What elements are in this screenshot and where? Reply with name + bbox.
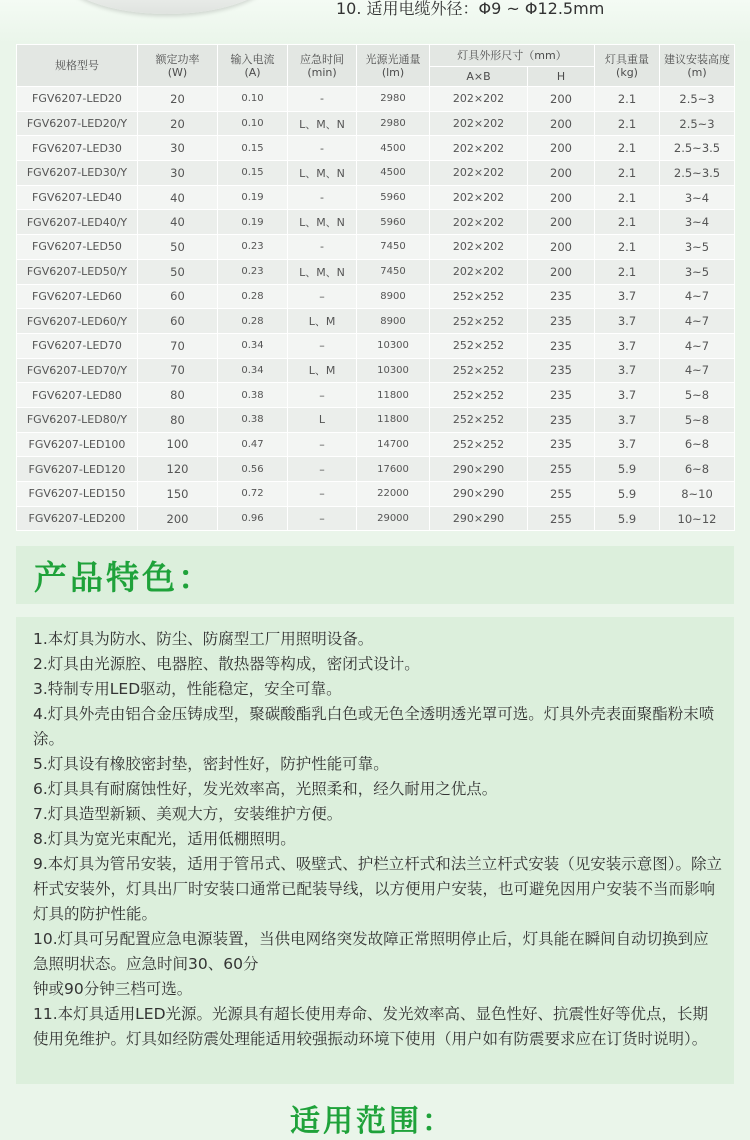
cell-current: 0.56 xyxy=(218,457,288,482)
feature-item: 5.灯具设有橡胶密封垫，密封性好，防护性能可靠。 xyxy=(33,755,389,773)
cell-weight: 3.7 xyxy=(595,383,660,408)
cell-size-h: 235 xyxy=(528,383,595,408)
cell-emergency: – xyxy=(288,457,357,482)
cell-current: 0.34 xyxy=(218,358,288,383)
cell-model: FGV6207-LED80 xyxy=(17,383,138,408)
cell-power: 40 xyxy=(138,185,218,210)
table-row xyxy=(17,506,735,531)
cell-emergency: L、M、N xyxy=(288,210,357,235)
cell-size-h: 200 xyxy=(528,161,595,186)
cell-height: 8~10 xyxy=(660,482,735,507)
cell-power: 100 xyxy=(138,432,218,457)
cell-power: 80 xyxy=(138,383,218,408)
header-current: 输入电流 (A) xyxy=(218,45,288,87)
cell-weight: 5.9 xyxy=(595,482,660,507)
cell-model: FGV6207-LED20 xyxy=(17,87,138,112)
table-row xyxy=(17,136,735,161)
cell-size-axb: 202×202 xyxy=(430,136,528,161)
table-row xyxy=(17,309,735,334)
table-row xyxy=(17,161,735,186)
feature-item: 8.灯具为宽光束配光，适用低棚照明。 xyxy=(33,830,296,848)
header-height: 建议安装高度 (m) xyxy=(660,45,735,87)
cell-size-h: 255 xyxy=(528,506,595,531)
cell-lumen: 29000 xyxy=(357,506,430,531)
cell-height: 6~8 xyxy=(660,432,735,457)
features-heading: 产品特色： xyxy=(34,558,214,597)
header-weight: 灯具重量 (kg) xyxy=(595,45,660,87)
spec-table xyxy=(16,44,735,531)
feature-item: 10.灯具可另配置应急电源装置，当供电网络突发故障正常照明停止后，灯具能在瞬间自动切换到应急照明状态。应急时间30、60分 xyxy=(33,930,709,973)
cell-height: 2.5~3.5 xyxy=(660,161,735,186)
cell-size-axb: 290×290 xyxy=(430,482,528,507)
cell-lumen: 2980 xyxy=(357,111,430,136)
cell-model: FGV6207-LED150 xyxy=(17,482,138,507)
header-size-axb: A×B xyxy=(430,67,528,87)
cell-power: 70 xyxy=(138,358,218,383)
cell-weight: 3.7 xyxy=(595,333,660,358)
table-row xyxy=(17,185,735,210)
cell-lumen: 10300 xyxy=(357,333,430,358)
cell-size-h: 235 xyxy=(528,309,595,334)
cell-emergency: - xyxy=(288,235,357,260)
cell-size-h: 235 xyxy=(528,407,595,432)
cell-height: 4~7 xyxy=(660,333,735,358)
cell-power: 50 xyxy=(138,235,218,260)
cell-power: 30 xyxy=(138,161,218,186)
cell-model: FGV6207-LED60/Y xyxy=(17,309,138,334)
cell-size-h: 200 xyxy=(528,136,595,161)
cell-size-axb: 252×252 xyxy=(430,309,528,334)
cell-power: 60 xyxy=(138,284,218,309)
cell-model: FGV6207-LED80/Y xyxy=(17,407,138,432)
cell-emergency: - xyxy=(288,136,357,161)
top-strip xyxy=(0,0,750,44)
cell-emergency: L、M xyxy=(288,358,357,383)
cell-size-axb: 202×202 xyxy=(430,161,528,186)
cell-size-axb: 290×290 xyxy=(430,506,528,531)
feature-item: 2.灯具由光源腔、电器腔、散热器等构成，密闭式设计。 xyxy=(33,655,420,673)
cell-emergency: – xyxy=(288,482,357,507)
cell-power: 40 xyxy=(138,210,218,235)
cell-current: 0.47 xyxy=(218,432,288,457)
cell-emergency: L、M、N xyxy=(288,111,357,136)
cell-current: 0.19 xyxy=(218,210,288,235)
table-row xyxy=(17,432,735,457)
header-lumen: 光源光通量 (lm) xyxy=(357,45,430,87)
cell-power: 200 xyxy=(138,506,218,531)
cell-size-axb: 252×252 xyxy=(430,358,528,383)
cell-current: 0.38 xyxy=(218,383,288,408)
cell-model: FGV6207-LED50/Y xyxy=(17,259,138,284)
cell-model: FGV6207-LED100 xyxy=(17,432,138,457)
feature-item: 3.特制专用LED驱动，性能稳定，安全可靠。 xyxy=(33,680,342,698)
cell-model: FGV6207-LED50 xyxy=(17,235,138,260)
cell-model: FGV6207-LED70/Y xyxy=(17,358,138,383)
cell-weight: 3.7 xyxy=(595,284,660,309)
cell-weight: 2.1 xyxy=(595,235,660,260)
table-row xyxy=(17,284,735,309)
cell-emergency: L xyxy=(288,407,357,432)
cell-emergency: – xyxy=(288,506,357,531)
cell-power: 20 xyxy=(138,87,218,112)
cell-height: 3~5 xyxy=(660,259,735,284)
cell-emergency: L、M、N xyxy=(288,259,357,284)
feature-item: 7.灯具造型新颖、美观大方，安装维护方便。 xyxy=(33,805,343,823)
cell-emergency: – xyxy=(288,333,357,358)
cell-power: 80 xyxy=(138,407,218,432)
cell-power: 150 xyxy=(138,482,218,507)
cell-height: 3~4 xyxy=(660,210,735,235)
feature-list xyxy=(33,627,723,1052)
cell-size-h: 200 xyxy=(528,87,595,112)
cell-current: 0.34 xyxy=(218,333,288,358)
cell-height: 5~8 xyxy=(660,383,735,408)
cell-size-h: 235 xyxy=(528,358,595,383)
cell-size-axb: 202×202 xyxy=(430,259,528,284)
table-row xyxy=(17,482,735,507)
cable-spec-text: 10. 适用电缆外径：Φ9 ~ Φ12.5mm xyxy=(336,0,605,18)
cell-height: 3~5 xyxy=(660,235,735,260)
cell-current: 0.28 xyxy=(218,309,288,334)
cell-weight: 2.1 xyxy=(595,87,660,112)
cell-weight: 2.1 xyxy=(595,111,660,136)
cell-size-axb: 202×202 xyxy=(430,185,528,210)
cell-weight: 2.1 xyxy=(595,185,660,210)
cell-model: FGV6207-LED40/Y xyxy=(17,210,138,235)
cell-weight: 2.1 xyxy=(595,210,660,235)
table-row xyxy=(17,333,735,358)
cell-model: FGV6207-LED200 xyxy=(17,506,138,531)
cell-height: 2.5~3 xyxy=(660,87,735,112)
cell-model: FGV6207-LED60 xyxy=(17,284,138,309)
cell-weight: 5.9 xyxy=(595,457,660,482)
cell-lumen: 4500 xyxy=(357,161,430,186)
cell-lumen: 17600 xyxy=(357,457,430,482)
cell-current: 0.96 xyxy=(218,506,288,531)
cell-current: 0.15 xyxy=(218,136,288,161)
cell-current: 0.10 xyxy=(218,111,288,136)
cell-height: 6~8 xyxy=(660,457,735,482)
feature-item: 6.灯具具有耐腐蚀性好，发光效率高，光照柔和，经久耐用之优点。 xyxy=(33,780,498,798)
cell-model: FGV6207-LED20/Y xyxy=(17,111,138,136)
cell-size-axb: 252×252 xyxy=(430,383,528,408)
cell-height: 4~7 xyxy=(660,284,735,309)
cell-emergency: - xyxy=(288,185,357,210)
header-model: 规格型号 xyxy=(17,45,138,87)
cell-model: FGV6207-LED30/Y xyxy=(17,161,138,186)
cell-size-axb: 252×252 xyxy=(430,432,528,457)
cell-current: 0.23 xyxy=(218,235,288,260)
cell-power: 20 xyxy=(138,111,218,136)
application-heading: 适用范围： xyxy=(290,1104,455,1139)
cell-lumen: 14700 xyxy=(357,432,430,457)
table-row xyxy=(17,407,735,432)
feature-item: 1.本灯具为防水、防尘、防腐型工厂用照明设备。 xyxy=(33,630,374,648)
cell-emergency: – xyxy=(288,284,357,309)
header-emergency: 应急时间 (min) xyxy=(288,45,357,87)
table-row xyxy=(17,358,735,383)
cell-size-h: 200 xyxy=(528,210,595,235)
cell-lumen: 8900 xyxy=(357,309,430,334)
cell-lumen: 22000 xyxy=(357,482,430,507)
cell-size-axb: 202×202 xyxy=(430,235,528,260)
cell-weight: 2.1 xyxy=(595,136,660,161)
cell-size-h: 235 xyxy=(528,432,595,457)
cell-emergency: L、M、N xyxy=(288,161,357,186)
feature-item: 钟或90分钟三档可选。 xyxy=(33,980,193,998)
cell-size-h: 200 xyxy=(528,259,595,284)
cell-power: 50 xyxy=(138,259,218,284)
header-size-h: H xyxy=(528,67,595,87)
cell-power: 30 xyxy=(138,136,218,161)
feature-item: 4.灯具外壳由铝合金压铸成型，聚碳酸酯乳白色或无色全透明透光罩可选。灯具外壳表面聚酯粉末喷涂。 xyxy=(33,705,715,748)
cell-weight: 3.7 xyxy=(595,432,660,457)
cell-lumen: 5960 xyxy=(357,210,430,235)
cell-power: 70 xyxy=(138,333,218,358)
table-row xyxy=(17,210,735,235)
cell-lumen: 2980 xyxy=(357,87,430,112)
cell-size-h: 235 xyxy=(528,284,595,309)
cell-size-axb: 252×252 xyxy=(430,407,528,432)
header-size: 灯具外形尺寸（mm） xyxy=(430,45,595,67)
cell-emergency: – xyxy=(288,432,357,457)
lamp-image xyxy=(62,0,272,14)
cell-height: 2.5~3 xyxy=(660,111,735,136)
cell-size-axb: 202×202 xyxy=(430,210,528,235)
table-row xyxy=(17,259,735,284)
cell-emergency: L、M xyxy=(288,309,357,334)
cell-height: 2.5~3.5 xyxy=(660,136,735,161)
cell-power: 120 xyxy=(138,457,218,482)
cell-size-h: 200 xyxy=(528,185,595,210)
table-row xyxy=(17,235,735,260)
cell-model: FGV6207-LED40 xyxy=(17,185,138,210)
cell-weight: 3.7 xyxy=(595,309,660,334)
cell-weight: 2.1 xyxy=(595,161,660,186)
cell-lumen: 5960 xyxy=(357,185,430,210)
cell-height: 10~12 xyxy=(660,506,735,531)
cell-size-axb: 252×252 xyxy=(430,284,528,309)
cell-size-h: 235 xyxy=(528,333,595,358)
cell-current: 0.23 xyxy=(218,259,288,284)
cell-lumen: 11800 xyxy=(357,407,430,432)
cell-current: 0.10 xyxy=(218,87,288,112)
cell-size-axb: 202×202 xyxy=(430,111,528,136)
cell-lumen: 8900 xyxy=(357,284,430,309)
cell-weight: 5.9 xyxy=(595,506,660,531)
cell-current: 0.38 xyxy=(218,407,288,432)
cell-lumen: 10300 xyxy=(357,358,430,383)
cell-size-axb: 252×252 xyxy=(430,333,528,358)
feature-item: 11.本灯具适用LED光源。光源具有超长使用寿命、发光效率高、显色性好、抗震性好等优点，长期使用免维护。灯具如经防震处理能适用较强振动环境下使用（用户如有防震要求应在订货时说明）。 xyxy=(33,1005,709,1048)
cell-current: 0.72 xyxy=(218,482,288,507)
cell-emergency: - xyxy=(288,87,357,112)
cell-height: 4~7 xyxy=(660,309,735,334)
cell-lumen: 7450 xyxy=(357,235,430,260)
cell-lumen: 11800 xyxy=(357,383,430,408)
cell-size-h: 255 xyxy=(528,457,595,482)
cell-lumen: 7450 xyxy=(357,259,430,284)
cell-height: 4~7 xyxy=(660,358,735,383)
cell-size-h: 200 xyxy=(528,111,595,136)
cell-power: 60 xyxy=(138,309,218,334)
cell-current: 0.19 xyxy=(218,185,288,210)
cell-weight: 2.1 xyxy=(595,259,660,284)
cell-size-axb: 290×290 xyxy=(430,457,528,482)
cell-current: 0.28 xyxy=(218,284,288,309)
cell-model: FGV6207-LED70 xyxy=(17,333,138,358)
cell-weight: 3.7 xyxy=(595,407,660,432)
cell-height: 3~4 xyxy=(660,185,735,210)
header-power: 额定功率 (W) xyxy=(138,45,218,87)
cell-emergency: – xyxy=(288,383,357,408)
table-row xyxy=(17,111,735,136)
cell-model: FGV6207-LED120 xyxy=(17,457,138,482)
feature-item: 9.本灯具为管吊安装，适用于管吊式、吸壁式、护栏立杆式和法兰立杆式安装（见安装示意图）。除立杆式安装外，灯具出厂时安装口通常已配装导线，以方便用户安装，也可避免因用户安装不当而影响灯具的防护性能。 xyxy=(33,855,723,923)
table-row xyxy=(17,383,735,408)
spec-table-body xyxy=(17,87,735,531)
cell-weight: 3.7 xyxy=(595,358,660,383)
table-row xyxy=(17,457,735,482)
cell-size-h: 200 xyxy=(528,235,595,260)
cell-size-axb: 202×202 xyxy=(430,87,528,112)
cell-model: FGV6207-LED30 xyxy=(17,136,138,161)
cell-current: 0.15 xyxy=(218,161,288,186)
table-row xyxy=(17,87,735,112)
cell-height: 5~8 xyxy=(660,407,735,432)
cell-lumen: 4500 xyxy=(357,136,430,161)
cell-size-h: 255 xyxy=(528,482,595,507)
